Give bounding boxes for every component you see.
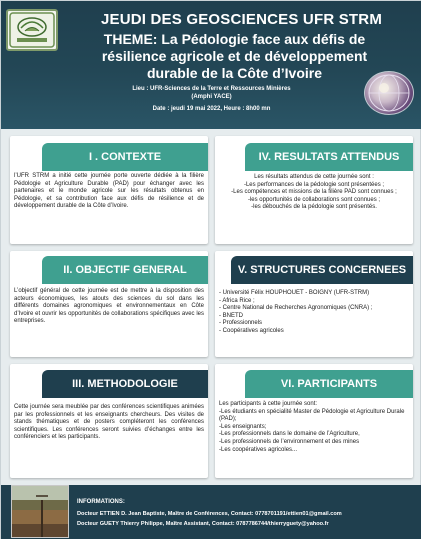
participants-line: Les participants à cette journée sont: [219,401,318,407]
structures-line: - BNETD [219,312,243,319]
section-structures-title: V. STRUCTURES CONCERNEES [231,256,413,284]
participants-line: -Les professionnels de l’environnement et des mines [219,438,360,445]
theme-line-2: résilience agricole et de développement [101,48,368,64]
section-participants-title: VI. PARTICIPANTS [245,370,413,398]
section-objectif [10,251,208,357]
event-location [71,85,352,101]
section-structures-text [219,290,411,336]
section-structures [215,251,413,357]
event-date: Date : jeudi 19 mai 2022, Heure : 8h00 mn [152,106,271,112]
section-participants [215,364,413,478]
participants-line: -Les étudiants en spécialité Master de Pédologie et Agriculture Durale (PAD); [219,408,405,423]
section-objectif-text: L’objectif général de cette journée est de mettre à la disposition des acteurs économiques, les atouts des sciences du sol dans les différents domaines agronomiques et environnementaux en Côte d’Ivoire et ouvrir les opportunités de collaborations spécifiques avec les entreprises. [14,288,204,325]
section-contexte [10,136,208,244]
event-title: JEUDI DES GEOSCIENCES UFR STRM [100,11,383,28]
participants-line: -Les professionnels dans le domaine de l’Agriculture, [219,431,360,438]
theme-line-1: THEME: La Pédologie face aux défis de [103,31,366,47]
footer-contact-2: Docteur GUETY Thierry Philippe, Maître Assistant, Contact: 0787786744/thierryguety@yahoo.fr [77,521,329,527]
strm-logo [364,71,414,115]
section-contexte-title: I . CONTEXTE [42,143,208,171]
footer-label: INFORMATIONS: [77,499,125,505]
footer-contact-1: Docteur ETTIEN D. Jean Baptiste, Maître de Conférences, Contact: 0778701191/ettien01@gmail.com [77,511,342,517]
location-line-2: (Amphi YACE) [191,94,232,100]
section-resultats-title: IV. RESULTATS ATTENDUS [245,143,413,171]
structures-line: - Université Félix HOUPHOUET - BOIGNY (UFR-STRM) [219,290,370,296]
section-resultats-text [219,174,409,212]
event-theme [57,31,412,82]
section-methodologie [10,364,208,478]
section-resultats [215,136,413,244]
section-objectif-title: II. OBJECTIF GENERAL [42,256,208,284]
resultats-line: -les opportunités de collaborations sont connues ; [247,196,381,203]
ufr-logo-icon [9,12,55,48]
participants-line: -Les enseignants; [219,423,267,430]
soil-photo-icon [12,486,68,537]
participants-line: -Les coopératives agricoles... [219,446,298,453]
resultats-line: -Les compétences et missions de la filière PAD sont connues ; [231,189,397,196]
structures-line: - Centre National de Recherches Agronomiques (CNRA) ; [219,305,373,312]
globe-icon [365,72,413,114]
theme-line-3: durable de la Côte d’Ivoire [146,65,323,81]
structures-line: - Professionnels [219,320,263,327]
structures-line: - Africa Rice ; [219,297,255,304]
header-banner [1,1,421,129]
resultats-line: -Les performances de la pédologie sont présentées ; [243,181,385,188]
section-methodologie-title: III. METHODOLOGIE [42,370,208,398]
ufr-logo [6,9,58,51]
section-contexte-text: l’UFR STRM a initié cette journée porte ouverte dédiée à la filière Pédologie et Agriculture Durable (PAD) pour échanger avec les partenaires et le monde agricole sur les résultats obtenus en Pédologie, et sa contribution face aux défis de résilience et de développement durable de la Côte d’Ivoire. [14,173,204,210]
resultats-line: -les débouchés de la pédologie sont présentés. [251,204,377,211]
section-participants-text [219,401,411,454]
location-line-1: Lieu : UFR-Sciences de la Terre et Ressources Minières [132,86,291,92]
resultats-line: Les résultats attendus de cette journée sont : [254,174,374,180]
section-methodologie-text: Cette journée sera meublée par des conférences scientifiques animées par les professionnels et les enseignants chercheurs. Des visites de stands thématiques et de posters compléteront les conférences scientifiques. Les conférences seront suivies d’échanges entre les conférenciers et les participants. [14,404,204,441]
structures-line: - Coopératives agricoles [219,327,284,334]
soil-profile-photo [11,485,69,538]
